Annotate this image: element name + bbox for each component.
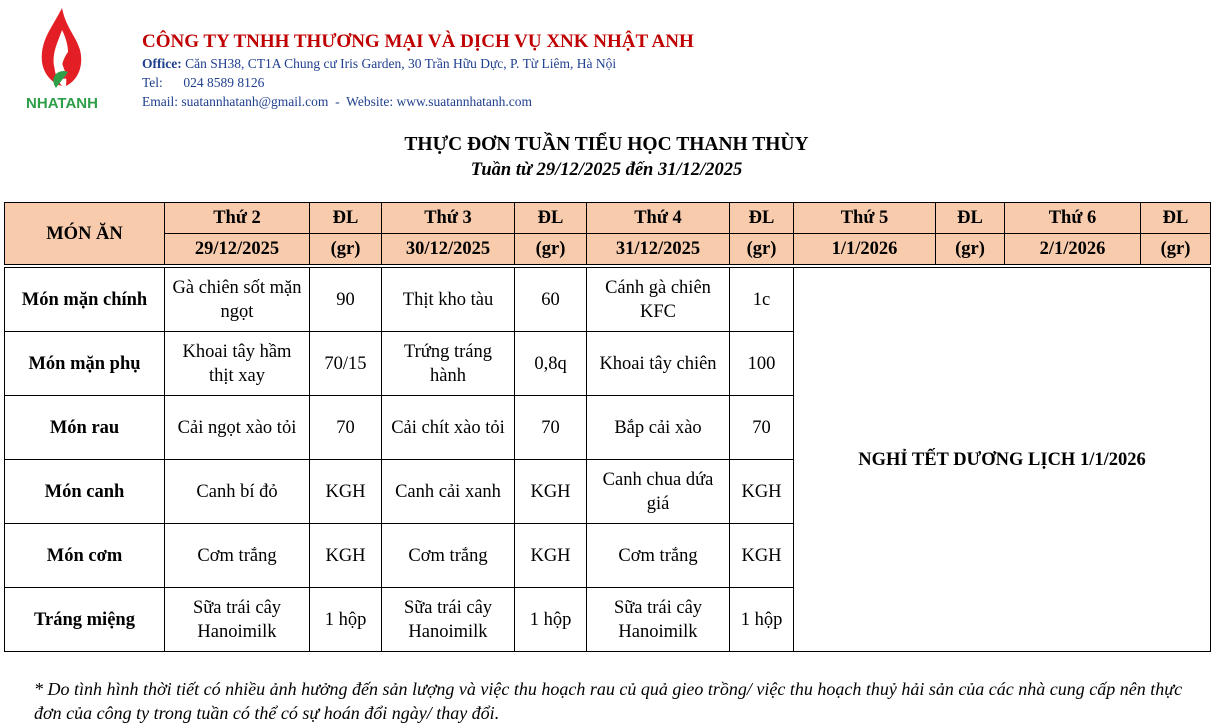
company-name: CÔNG TY TNHH THƯƠNG MẠI VÀ DỊCH VỤ XNK NHẬT ANH	[142, 31, 694, 52]
dish-cell: Cơm trắng	[587, 524, 730, 588]
tel-label: Tel:	[142, 75, 163, 90]
qty-cell: KGH	[730, 460, 794, 524]
dl-header-1: ĐL	[310, 203, 382, 234]
dish-cell: Cải ngọt xào tỏi	[165, 396, 310, 460]
row-label: Món rau	[5, 396, 165, 460]
qty-cell: 1 hộp	[730, 588, 794, 652]
dl-header-3: ĐL	[730, 203, 794, 234]
logo-text: NHATANH	[26, 95, 98, 112]
office-line	[142, 54, 694, 73]
unit-header-3: (gr)	[730, 234, 794, 265]
date-header-5: 2/1/2026	[1005, 234, 1141, 265]
dish-cell: Sữa trái cây Hanoimilk	[587, 588, 730, 652]
menu-subtitle: Tuần từ 29/12/2025 đến 31/12/2025	[470, 160, 743, 180]
dish-cell: Bắp cải xào	[587, 396, 730, 460]
dl-header-4: ĐL	[936, 203, 1005, 234]
row-label: Món canh	[5, 460, 165, 524]
header-row-days	[5, 203, 1211, 234]
qty-cell: 60	[515, 268, 587, 332]
dish-cell: Canh cải xanh	[382, 460, 515, 524]
email-label: Email:	[142, 94, 178, 109]
qty-cell: 1c	[730, 268, 794, 332]
office-label: Office:	[142, 56, 182, 71]
footnote: * Do tình hình thời tiết có nhiều ảnh hưởng đến sản lượng và việc thu hoạch rau củ quả gieo trồng/ việc thu hoạch thuỷ hải sản của các nhà cung cấp nên thực đơn của công ty trong tuần có thể có sự hoán đổi ngày/ thay đổi.	[34, 679, 1183, 723]
office-address: Căn SH38, CT1A Chung cư Iris Garden, 30 Trần Hữu Dực, P. Từ Liêm, Hà Nội	[185, 56, 617, 71]
dish-column-header: MÓN ĂN	[5, 203, 165, 265]
qty-cell: 1 hộp	[310, 588, 382, 652]
qty-cell: KGH	[310, 460, 382, 524]
dish-cell: Sữa trái cây Hanoimilk	[165, 588, 310, 652]
contact-line	[142, 92, 694, 111]
dl-header-2: ĐL	[515, 203, 587, 234]
menu-title: THỰC ĐƠN TUẦN TIỂU HỌC THANH THÙY	[404, 134, 809, 155]
header-row-dates	[5, 234, 1211, 265]
qty-cell: 70	[730, 396, 794, 460]
qty-cell: 100	[730, 332, 794, 396]
qty-cell: 70	[310, 396, 382, 460]
row-label: Tráng miệng	[5, 588, 165, 652]
dish-cell: Trứng tráng hành	[382, 332, 515, 396]
row-label: Món mặn chính	[5, 268, 165, 332]
unit-header-5: (gr)	[1141, 234, 1211, 265]
day-header-1: Thứ 2	[165, 203, 310, 234]
qty-cell: 90	[310, 268, 382, 332]
qty-cell: 1 hộp	[515, 588, 587, 652]
tel-number: 024 8589 8126	[183, 75, 265, 90]
dish-cell: Cơm trắng	[165, 524, 310, 588]
table-row	[5, 268, 1211, 332]
qty-cell: KGH	[310, 524, 382, 588]
dish-cell: Gà chiên sốt mặn ngọt	[165, 268, 310, 332]
row-label: Món cơm	[5, 524, 165, 588]
dl-header-5: ĐL	[1141, 203, 1211, 234]
tel-line	[142, 73, 694, 92]
qty-cell: 70	[515, 396, 587, 460]
dish-cell: Canh chua dứa giá	[587, 460, 730, 524]
unit-header-1: (gr)	[310, 234, 382, 265]
dish-cell: Cơm trắng	[382, 524, 515, 588]
qty-cell: KGH	[515, 460, 587, 524]
company-info	[142, 30, 694, 111]
day-header-4: Thứ 5	[794, 203, 936, 234]
holiday-notice: NGHỈ TẾT DƯƠNG LỊCH 1/1/2026	[794, 268, 1211, 652]
dish-cell: Cánh gà chiên KFC	[587, 268, 730, 332]
qty-cell: 0,8q	[515, 332, 587, 396]
qty-cell: 70/15	[310, 332, 382, 396]
dish-cell: Khoai tây hầm thịt xay	[165, 332, 310, 396]
unit-header-2: (gr)	[515, 234, 587, 265]
date-header-3: 31/12/2025	[587, 234, 730, 265]
day-header-5: Thứ 6	[1005, 203, 1141, 234]
date-header-2: 30/12/2025	[382, 234, 515, 265]
date-header-4: 1/1/2026	[794, 234, 936, 265]
dish-cell: Cải chít xào tỏi	[382, 396, 515, 460]
day-header-2: Thứ 3	[382, 203, 515, 234]
qty-cell: KGH	[515, 524, 587, 588]
day-header-3: Thứ 4	[587, 203, 730, 234]
dish-cell: Khoai tây chiên	[587, 332, 730, 396]
unit-header-4: (gr)	[936, 234, 1005, 265]
email-link[interactable]: suatannhatanh@gmail.com	[181, 94, 329, 109]
company-logo	[12, 6, 112, 114]
date-header-1: 29/12/2025	[165, 234, 310, 265]
website-separator: -	[335, 94, 340, 109]
website-link[interactable]: www.suatannhatanh.com	[396, 94, 533, 109]
dish-cell: Thịt kho tàu	[382, 268, 515, 332]
weekly-menu-table	[4, 202, 1211, 652]
row-label: Món mặn phụ	[5, 332, 165, 396]
qty-cell: KGH	[730, 524, 794, 588]
website-label: Website:	[346, 94, 394, 109]
dish-cell: Sữa trái cây Hanoimilk	[382, 588, 515, 652]
dish-cell: Canh bí đỏ	[165, 460, 310, 524]
